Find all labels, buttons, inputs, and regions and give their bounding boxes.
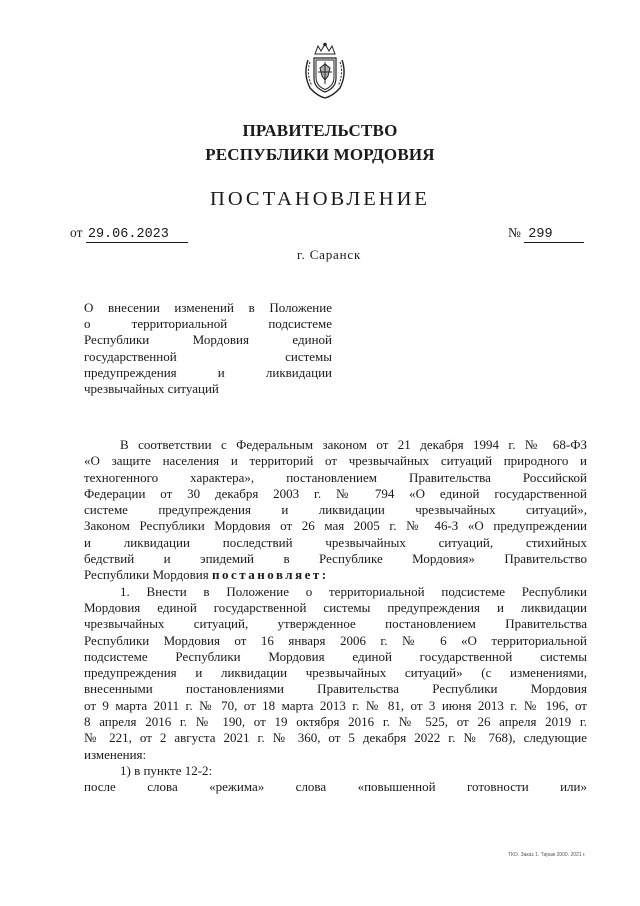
subject-line: чрезвычайных ситуаций xyxy=(84,381,219,397)
body-line: 8 апреля 2016 г. № 190, от 19 октября 2016 г. № 525, от 26 апреля 2019 г. xyxy=(84,714,587,730)
body-line: от 9 марта 2011 г. № 70, от 18 марта 2013 г. № 81, от 3 июня 2013 г. № 196, от xyxy=(84,697,587,713)
body-line: предупреждения и ликвидации чрезвычайных ситуаций» (с изменениями, xyxy=(84,665,587,681)
body-line: бедствий и эпидемий в Республике Мордовия» Правительство xyxy=(84,551,587,567)
date-value: 29.06.2023 xyxy=(86,228,188,243)
body-line-decree xyxy=(84,567,587,583)
decree-word: постановляет: xyxy=(211,567,329,583)
body-line: В соответствии с Федеральным законом от 21 декабря 1994 г. № 68-ФЗ xyxy=(120,437,587,452)
subject-line: Республики Мордовия единой xyxy=(84,332,332,348)
body-line: чрезвычайных ситуаций, утвержденное постановлением Правительства xyxy=(84,616,587,632)
document-number xyxy=(508,225,584,243)
body-line: 1. Внести в Положение о территориальной подсистеме Республики xyxy=(120,583,587,599)
number-value: 299 xyxy=(524,228,584,243)
government-title: ПРАВИТЕЛЬСТВО xyxy=(242,121,398,140)
body-line: техногенного характера», постановлением Правительства Российской xyxy=(84,469,587,485)
body-line: системе предупреждения и ликвидации чрезвычайных ситуаций», xyxy=(84,502,587,518)
body-line: подсистеме Республики Мордовия единой государственной системы xyxy=(84,648,587,664)
print-info: ТКО. Заказ 1. Тираж 2000. 2021 г. xyxy=(508,852,586,858)
body-line: Республики Мордовия от 16 января 2006 г. № 6 «О территориальной xyxy=(84,632,587,648)
body-line: Законом Республики Мордовия от 26 мая 2005 г. № 46-З «О предупреждении xyxy=(84,518,587,534)
body-line: внесенными постановлениями Правительства Республики Мордовия xyxy=(84,681,587,697)
body-line: № 221, от 2 августа 2021 г. № 360, от 5 декабря 2022 г. № 768), следующие xyxy=(84,730,587,746)
coat-of-arms-icon xyxy=(300,42,350,100)
body-line: 1) в пункте 12-2: xyxy=(120,762,213,778)
subject-line: предупреждения и ликвидации xyxy=(84,364,332,380)
number-label: № xyxy=(508,225,521,240)
body-line: Мордовия единой государственной системы предупреждения и ликвидации xyxy=(84,599,587,615)
date-label: от xyxy=(70,225,83,240)
government-subtitle: РЕСПУБЛИКИ МОРДОВИЯ xyxy=(205,145,435,164)
document-date xyxy=(70,225,188,243)
issue-city: г. Саранск xyxy=(296,247,362,262)
document-type-heading: ПОСТАНОВЛЕНИЕ xyxy=(210,188,430,210)
document-subject xyxy=(84,300,332,397)
subject-line: о территориальной подсистеме xyxy=(84,316,332,332)
coat-of-arms-emblem xyxy=(300,42,350,100)
subject-line: государственной системы xyxy=(84,348,332,364)
body-line: после слова «режима» слова «повышенной готовности или» xyxy=(84,779,587,795)
body-line: Федерации от 30 декабря 2003 г. № 794 «О единой государственной xyxy=(84,485,587,501)
body-line: «О защите населения и территорий от чрезвычайных ситуаций природного и xyxy=(84,453,587,469)
document-body xyxy=(84,437,587,796)
body-line: Республики Мордовия xyxy=(84,567,209,583)
body-line: изменения: xyxy=(84,746,147,762)
subject-line: О внесении изменений в Положение xyxy=(84,300,332,315)
body-line: и ликвидации последствий чрезвычайных ситуаций, стихийных xyxy=(84,534,587,550)
